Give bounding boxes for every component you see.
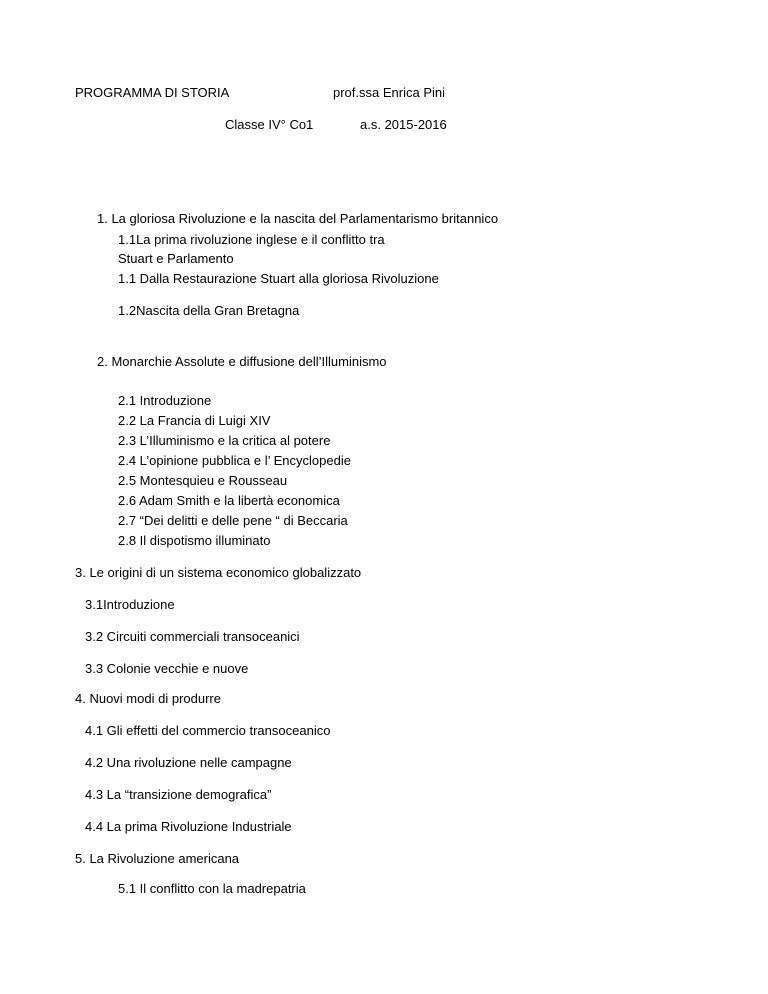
section-4-item: 4.2 Una rivoluzione nelle campagne — [85, 755, 292, 770]
school-year: a.s. 2015-2016 — [360, 117, 447, 132]
teacher-name: prof.ssa Enrica Pini — [333, 85, 445, 100]
section-1-heading: 1. La gloriosa Rivoluzione e la nascita del Parlamentarismo britannico — [97, 211, 499, 226]
document-title: PROGRAMMA DI STORIA — [75, 85, 230, 100]
section-2-item: 2.6 Adam Smith e la libertà economica — [118, 493, 340, 508]
section-2-item: 2.7 “Dei delitti e delle pene “ di Beccaria — [118, 513, 348, 528]
section-5-item: 5.1 Il conflitto con la madrepatria — [118, 881, 306, 896]
section-4-heading: 4. Nuovi modi di produrre — [75, 691, 221, 706]
section-1-item: Stuart e Parlamento — [118, 251, 234, 266]
section-2-item: 2.8 Il dispotismo illuminato — [118, 533, 271, 548]
section-2-item: 2.2 La Francia di Luigi XIV — [118, 413, 271, 428]
class-label: Classe IV° Co1 — [225, 117, 314, 132]
section-2-item: 2.5 Montesquieu e Rousseau — [118, 473, 288, 488]
section-1-item: 1.1La prima rivoluzione inglese e il conflitto tra — [118, 232, 385, 247]
section-2-item: 2.3 L’Illuminismo e la critica al potere — [118, 433, 331, 448]
section-3-item: 3.3 Colonie vecchie e nuove — [85, 661, 249, 676]
section-2-item: 2.1 Introduzione — [118, 393, 212, 408]
section-1-item: 1.2Nascita della Gran Bretagna — [118, 303, 300, 318]
section-2-item: 2.4 L’opinione pubblica e l’ Encyclopedie — [118, 453, 351, 468]
section-3-item: 3.2 Circuiti commerciali transoceanici — [85, 629, 300, 644]
section-3-heading: 3. Le origini di un sistema economico globalizzato — [75, 565, 362, 580]
section-4-item: 4.3 La “transizione demografica” — [85, 787, 272, 802]
section-4-item: 4.1 Gli effetti del commercio transoceanico — [85, 723, 331, 738]
section-1-item: 1.1 Dalla Restaurazione Stuart alla gloriosa Rivoluzione — [118, 271, 439, 286]
section-4-item: 4.4 La prima Rivoluzione Industriale — [85, 819, 292, 834]
section-3-item: 3.1Introduzione — [85, 597, 175, 612]
section-5-heading: 5. La Rivoluzione americana — [75, 851, 240, 866]
section-2-heading: 2. Monarchie Assolute e diffusione dell’Illuminismo — [97, 354, 387, 369]
